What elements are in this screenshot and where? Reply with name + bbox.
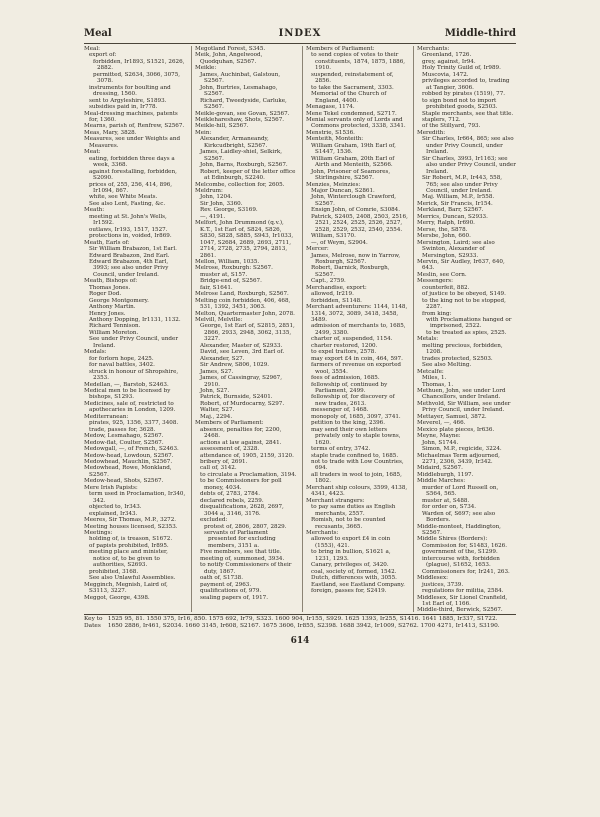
- index-subentry: —, of Weym, S2904.: [311, 239, 368, 246]
- index-subentry: for naval battles, 3402.: [89, 362, 155, 369]
- index-subentry: fellowship of, for discovery of new trades, 2613.: [311, 394, 395, 407]
- index-entry: Mein:: [195, 129, 212, 136]
- index-subentry: Sir John, 3360.: [200, 200, 243, 207]
- key-row: [84, 616, 516, 623]
- index-subentry: to be treated as spies, 2525.: [426, 329, 507, 336]
- index-subentry: to notify Commissioners of their duty, 1867.: [200, 562, 292, 575]
- index-subentry: John, Barns, Roxburgh, S2567.: [200, 162, 288, 169]
- index-subentry: explained, Ir343.: [89, 510, 138, 517]
- index-subentry: Robert, of Murdocarny, S297.: [200, 400, 285, 407]
- index-subentry: white, see White Meats.: [89, 194, 158, 201]
- index-subentry: James, Laidley-shiel, Selkirk, S2567.: [200, 149, 283, 162]
- index-subentry: regulations for militia, 2584.: [422, 588, 504, 595]
- index-subentry: to send copies of votes to their constituents, 1874, 1875, 1886, 1910.: [311, 52, 406, 72]
- index-entry: Meal-dressing machines, patents for, 1360.: [84, 110, 180, 123]
- key-to-dates: [84, 616, 516, 630]
- index-subentry: payment of, 2963.: [200, 581, 252, 588]
- index-entry: Menagase, 1174.: [306, 104, 355, 111]
- index-subentry: Patrick, S2405, 2408, 2503, 2516, 2521, 2524, 2525, 2526, 2527, 2528, 2529, 2532, 2540, 2554.: [311, 213, 408, 233]
- index-subentry: farmers of revenue on exported wool, 3554.: [311, 362, 401, 375]
- index-subentry: to be Commissioners for poll money, 4034.: [200, 478, 282, 491]
- index-entry: Metcalfe:: [417, 368, 444, 375]
- index-column-2: [195, 46, 297, 612]
- index-subentry: See also Melting.: [422, 362, 472, 369]
- index-subentry: intercourse with, forbidden (plague), S1652, 1653.: [422, 555, 500, 569]
- index-subentry: sealing papers of, 1917.: [200, 594, 268, 601]
- index-subentry: Richard Tennison.: [89, 323, 141, 330]
- index-entry: Meik, John, Angelwood, Quodquhan, S2567.: [195, 52, 265, 65]
- index-subentry: Anthony Martin.: [89, 304, 136, 311]
- index-subentry: with Proclamations hanged or imprisoned, 2522.: [426, 317, 512, 330]
- index-subentry: subsidies paid in, Ir778.: [89, 104, 158, 111]
- index-entry: Messengers:: [417, 278, 454, 285]
- index-subentry: See also Lent, Fasting, &c.: [89, 200, 166, 207]
- index-subentry: objected to, Ir343.: [89, 504, 142, 511]
- index-entry: Medow-head, Shots, S2567.: [84, 478, 164, 485]
- index-entry: Middle Shires (Borders):: [417, 536, 488, 543]
- index-subentry: Memorial of the Church of England, 4400.: [311, 91, 387, 104]
- index-subentry: Richard, Tweedyside, Carluke, S2567.: [200, 97, 287, 111]
- index-subentry: melting precious, forbidden, 1208.: [422, 342, 503, 356]
- index-subentry: Henry Jones.: [89, 310, 126, 317]
- index-entry: Merkland, Barr, S2567.: [417, 207, 484, 214]
- index-entry: Mediterranean:: [84, 413, 129, 420]
- index-subentry: Bridge-end of, S2567.: [200, 278, 262, 285]
- index-subentry: from king:: [422, 310, 452, 317]
- dates-values: 1650 2886, Ir461, S2034. 1660 3145, Ir608, S2167. 1675 3606, Ir855, S2398. 1688 3942, Ir1009, S2762. 1700 4271, Ir1413, S3190.: [107, 623, 500, 629]
- index-subentry: Alexander, Master of, S2933.: [200, 342, 283, 349]
- index-subentry: Alexander, S27.: [200, 355, 245, 362]
- index-entry: Meeting houses licensed, S2353.: [84, 523, 178, 530]
- index-subentry: See under Privy Council, under Ireland.: [89, 336, 178, 349]
- index-subentry: may export £4 in coin, 464, 597.: [311, 355, 403, 362]
- index-subentry: John, S27.: [200, 388, 230, 395]
- index-subentry: William Graham, 19th Earl of, S1447, 1536.: [311, 142, 396, 156]
- index-subentry: trade, passes for, 3628.: [89, 426, 156, 433]
- index-entry: Meikle-govan, see Govan, S2567.: [195, 110, 290, 117]
- index-entry: Mexico plate pieces, Ir636.: [417, 426, 495, 433]
- index-subentry: John, Winterclough Crawford, S2567.: [311, 194, 397, 207]
- index-entry: Medow, Lesmahago, S2567.: [84, 433, 164, 440]
- index-entry: Menial servants only of Lords and Commons protected, 3338, 3341.: [306, 116, 406, 130]
- index-subentry: meeting of, summoned, 3934.: [200, 555, 285, 562]
- index-subentry: Major Duncan, S2861.: [311, 187, 375, 194]
- index-subentry: absence, penalties for, 2200, 2468.: [200, 426, 282, 440]
- index-entry: Meetings:: [84, 529, 113, 536]
- index-subentry: charter restored, 1200.: [311, 342, 378, 349]
- index-entry: Menteith, Monteith:: [306, 136, 364, 143]
- index-subentry: for forlorn hope, 2425.: [89, 355, 154, 362]
- index-subentry: fair, S1641.: [200, 284, 233, 291]
- index-subentry: eating, forbidden three days a week, 3368.: [89, 155, 175, 169]
- index-subentry: excluded:: [200, 517, 228, 524]
- index-subentry: robbed by pirates (1519), 77.: [422, 91, 506, 98]
- index-subentry: James, Auchinbat, Galstoun, S2567.: [200, 71, 281, 85]
- index-subentry: suspended, reinstatement of, 2856.: [311, 71, 394, 85]
- index-subentry: Robert, Darnick, Roxburgh, S2567.: [311, 265, 390, 278]
- index-subentry: staple trade confined to, 1685.: [311, 452, 399, 459]
- index-subentry: government of the, S1299.: [422, 549, 498, 556]
- index-subentry: John, 1204.: [200, 194, 233, 201]
- index-column-1: [84, 46, 186, 612]
- index-entry: Megotland Forest, S345.: [195, 46, 266, 52]
- index-subentry: Roger Dod.: [89, 291, 122, 298]
- index-entry: Meal:: [84, 46, 101, 52]
- index-subentry: to the king not to be stopped, 2287.: [422, 297, 506, 311]
- index-entry: Mellon, William, 1035.: [195, 258, 260, 265]
- index-subentry: debts of, 2783, 2784.: [200, 491, 260, 498]
- index-subentry: protest of, 2806, 2807, 2829.: [204, 523, 287, 530]
- index-subentry: William, S3170.: [311, 233, 356, 240]
- index-entry: Mervin, Sir Audley, Ir637, 640, 643.: [417, 258, 507, 272]
- index-subentry: George Montgomery.: [89, 297, 149, 304]
- index-entry: Merchants:: [417, 46, 450, 52]
- index-entry: Merchant ship colours, 3599, 4138, 4341, 4423.: [306, 484, 409, 498]
- header-last-entry: Middle-third: [444, 28, 516, 39]
- index-subentry: Walter, S27.: [200, 407, 235, 414]
- index-subentry: petition to the king, 2396.: [311, 420, 385, 427]
- index-subentry: not to trade with Low Countries, 694.: [311, 459, 404, 472]
- index-entry: Meas, Mary, 3828.: [84, 129, 137, 136]
- index-subentry: See also Unlawful Assemblies.: [89, 575, 176, 582]
- index-subentry: Anthony Dopping, Ir1131, 1132.: [89, 317, 181, 324]
- index-subentry: —, 4191.: [200, 213, 226, 220]
- index-entry: Medowgall, —, of French, S2463.: [84, 446, 179, 453]
- index-subentry: attendance of, 1905, 2159, 3120.: [200, 452, 294, 459]
- index-subentry: Patrick, Burnside, S2401.: [200, 394, 273, 401]
- index-subentry: Capt., 2759.: [311, 278, 346, 285]
- index-subentry: Thomas, 1.: [422, 381, 454, 388]
- index-subentry: servants of Parliament presented for excluding members, 3151 a.: [204, 529, 276, 549]
- index-subentry: allowed to export £4 in coin (1553), 421.: [311, 536, 391, 549]
- index-subentry: Miles, 1.: [422, 375, 447, 382]
- index-subentry: qualifications of, 979.: [200, 588, 262, 595]
- index-subentry: trades protected, S2503.: [422, 355, 493, 362]
- index-entry: Mersbe, John, 660.: [417, 233, 471, 240]
- index-subentry: George, 1st Earl of, S2815, 2851, 2866, 2933, 2948, 3062, 3135, 3227.: [200, 323, 295, 343]
- index-subentry: outlaws, Ir193, 1517, 1527.: [89, 226, 168, 233]
- index-subentry: privileges accorded to, trading at Tangier, 3606.: [422, 78, 510, 91]
- index-subentry: Thomas Jones.: [89, 284, 131, 291]
- index-subentry: murder of Lord Russell on, S564, 565.: [422, 484, 499, 498]
- index-subentry: muster at, S488.: [422, 497, 470, 504]
- index-subentry: Canary, privileges of, 3420.: [311, 562, 389, 569]
- column-divider: [413, 46, 414, 612]
- index-subentry: Edward Brabazon, 4th Earl, 3993; see also under Privy Council, under Ireland.: [89, 258, 169, 278]
- index-entry: Merick, Sir Francis, Ir154.: [417, 200, 493, 207]
- index-entry: Meat:: [84, 149, 101, 156]
- index-entry: Melfort, John Drummond (q.v.), K.T., 1st Earl of, S824, S826, S830, S828, S885, S943, Ir1033, 1047, S2684, 2689, 2693, 2711, 2714, 2728, 2735, 2794, 2813, 2861.: [195, 220, 295, 259]
- index-entry: Meath, Bishops of:: [84, 278, 138, 285]
- index-entry: Methuen, John, see under Lord Chancellors, under Ireland.: [417, 388, 508, 401]
- index-entry: Merchant adventurers: 1144, 1148, 1314, 3072, 3089, 3418, 3458, 3489.: [306, 304, 410, 324]
- index-entry: Medowhead, Rowe, Monkland, S2567.: [84, 465, 174, 478]
- index-entry: Menstrie, S1536.: [306, 129, 355, 136]
- index-subentry: meeting place and minister, notice of, to be given to authorities, S2693.: [89, 549, 168, 569]
- index-entry: Medical men to be licensed by bishops, S1293.: [84, 388, 173, 401]
- index-subentry: justices, 3739.: [422, 581, 464, 588]
- header-title: INDEX: [278, 28, 322, 39]
- index-subentry: charter of, suspended, 1154.: [311, 336, 393, 343]
- index-subentry: Robert, keeper of the letter office at Edinburgh, S2240.: [200, 168, 296, 182]
- index-entry: Middle Marches:: [417, 478, 466, 485]
- index-subentry: terms of entry, 3742.: [311, 446, 371, 453]
- index-subentry: against forestalling, forbidden, S2090.: [89, 168, 177, 182]
- index-subentry: fees of admission, 1685.: [311, 375, 380, 382]
- index-entry: Mearns, parish of, Renfrew, S2567.: [84, 123, 185, 130]
- index-subentry: oath of, S1738.: [200, 575, 243, 582]
- index-column-3: [306, 46, 408, 612]
- index-subentry: grey, against, Ir94.: [422, 58, 476, 65]
- index-subentry: struck in honour of Shropshire, 2353.: [89, 368, 179, 382]
- index-entry: Mersington, Laird; see also Swinton, Alexander of Mersington, S2933.: [417, 239, 497, 259]
- index-subentry: Sir Charles, 3993, Ir1163; see also under Privy Council, under Ireland.: [422, 155, 516, 175]
- index-subentry: Alexander, Armaneandy, Kirkcudbright, S2567.: [200, 136, 269, 149]
- index-subentry: Staple merchants, see that title.: [422, 110, 514, 117]
- index-entry: Menzies, Meinzies:: [306, 181, 361, 188]
- index-subentry: declared rebels, 2259.: [200, 497, 264, 504]
- index-subentry: James, Melrose, now in Yarrow, Roxburgh, S2567.: [311, 252, 401, 265]
- index-subentry: William Moreton.: [89, 329, 139, 336]
- index-entry: Meiklehareshaw, Shots, S2567.: [195, 116, 285, 123]
- index-entry: Measures, see under Weights and Measures.: [84, 136, 182, 149]
- index-subentry: Edward Brabazon, 2nd Earl.: [89, 252, 170, 259]
- index-subentry: of the Stillyard, 793.: [422, 123, 481, 130]
- index-subentry: John, Burtries, Lesmahago, S2567.: [200, 84, 278, 98]
- index-entry: Metals:: [417, 336, 439, 343]
- index-subentry: Five members, see that title.: [200, 549, 282, 556]
- index-subentry: William Graham, 20th Earl of Airth and Menteith, S2566.: [311, 155, 395, 169]
- index-subentry: Muscovia, 1472.: [422, 71, 469, 78]
- index-subentry: staplers, 712.: [422, 116, 461, 123]
- index-entry: Medow-flat, Coulter, S2567.: [84, 439, 164, 446]
- index-entry: Meeres, Sir Thomas, M.P., 3272.: [84, 517, 177, 524]
- index-subentry: Simon, M.P., regicide, 3224.: [422, 446, 502, 453]
- index-entry: Melton, Quartermaster John, 2078.: [195, 310, 295, 317]
- index-subentry: John, S1744.: [422, 439, 459, 446]
- index-entry: Melcombe, collection for, 2605.: [195, 181, 285, 188]
- index-subentry: James, of Cassingray, S2967, 2910.: [200, 375, 282, 388]
- index-entry: Mene Tekel condemned, S2717.: [306, 110, 397, 117]
- index-column-4: [417, 46, 516, 612]
- index-subentry: coal, society of, formed, 1542.: [311, 568, 397, 575]
- index-subentry: Sir Andrew, S806, 1029.: [200, 362, 270, 369]
- index-subentry: Eastland, see Eastland Company.: [311, 581, 405, 588]
- index-subentry: to circulate a Proclamation, 3194.: [200, 471, 297, 478]
- index-entry: Middlesex:: [417, 575, 448, 582]
- index-entry: Medowhead, Mauchlin, S2567.: [84, 459, 173, 465]
- index-entry: Meikle-hill, S2567.: [195, 123, 249, 130]
- index-subentry: Commissioners for, Ir241, 263.: [422, 568, 510, 575]
- index-subentry: to pay same duties as English merchants, 2557.: [311, 504, 396, 517]
- index-subentry: sent to Argyleshire, S1893.: [89, 97, 167, 104]
- column-divider: [191, 46, 192, 612]
- index-subentry: protections in, voided, Ir869.: [89, 233, 172, 240]
- page-number: 614: [290, 636, 310, 646]
- index-subentry: export of:: [89, 52, 117, 59]
- index-subentry: counterfeit, 882.: [422, 284, 470, 291]
- index-entry: Merrics, Duncan, S2933.: [417, 213, 488, 220]
- index-entry: Merchants:: [306, 529, 339, 536]
- index-entry: Meredith:: [417, 129, 446, 136]
- index-entry: Meyne, Mayne:: [417, 433, 461, 440]
- index-subentry: fellowship of, continued by Parliament, 2499.: [311, 381, 388, 395]
- header-first-entry: Meal: [84, 28, 112, 39]
- index-entry: Mercer:: [306, 246, 329, 253]
- running-header: [84, 28, 516, 42]
- index-subentry: messenger of, 1468.: [311, 407, 369, 414]
- index-subentry: Maj., 2294.: [200, 413, 233, 420]
- index-subentry: to expel traitors, 2578.: [311, 349, 377, 356]
- key-values: 1525 95, 81. 1550 375, Ir16, 850. 1575 692, Ir79, S323. 1600 904, Ir155, S929. 1625 1393, Ir255, S1416. 1641 1885, Ir337, S1722.: [107, 616, 498, 622]
- index-entry: Merry, Ralph, Ir690.: [417, 220, 475, 227]
- index-entry: Members of Parliament:: [195, 420, 264, 427]
- index-entry: Middle-monteet, Haddington, S2567.: [417, 523, 503, 536]
- column-divider: [302, 46, 303, 612]
- index-entry: Melting coin forbidden, 406, 468, 531, 1392, 3451, 3063.: [195, 297, 293, 311]
- dates-row: [84, 623, 516, 630]
- index-entry: Middleburgh, 1197.: [417, 471, 474, 478]
- index-entry: Megginch, Megnish, Laird of, S3113, 3227.: [84, 581, 170, 595]
- index-entry: Meath, Earls of:: [84, 239, 130, 246]
- index-entry: Midaird, S2567.: [417, 465, 463, 472]
- index-subentry: Rev. George, S3169.: [200, 207, 258, 214]
- index-entry: Meath:: [84, 207, 105, 214]
- index-subentry: Dutch, differences with, 3055.: [311, 575, 397, 582]
- index-entry: Meslin, see Corn.: [417, 271, 467, 278]
- index-subentry: prices of, 255, 256, 414, 896, Ir1094, 867.: [89, 181, 173, 194]
- index-subentry: muster at, S157.: [200, 271, 248, 278]
- index-subentry: Greenland, 1726.: [422, 52, 472, 59]
- index-subentry: bribery of, 2691.: [200, 459, 248, 465]
- index-subentry: admission of merchants to, 1685, 2499, 3380.: [311, 323, 406, 336]
- dates-label: Dates: [84, 623, 101, 629]
- index-subentry: pirates, 925, 1356, 3377, 3408.: [89, 420, 179, 427]
- index-subentry: James, S27.: [200, 368, 234, 375]
- index-subentry: Commission for, S1483, 1626.: [422, 542, 508, 549]
- header-rule: [84, 43, 516, 44]
- index-subentry: of justice to be obeyed, S149.: [422, 291, 506, 298]
- index-subentry: to sign bond not to import prohibited goods, S2503.: [422, 97, 498, 111]
- index-entry: Mere Irish Papists:: [84, 484, 138, 491]
- index-subentry: allowed, Ir219.: [311, 291, 354, 298]
- index-entry: Medellan, —, Barstob, S2463.: [84, 381, 169, 388]
- index-subentry: Sir Charles, Ir664, 865; see also under Privy Council, under Ireland.: [422, 136, 514, 156]
- index-entry: Meikle:: [195, 65, 217, 72]
- index-entry: Melrose, Roxburgh: S2567.: [195, 265, 273, 272]
- index-subentry: assessment of, 2328.: [200, 446, 260, 453]
- footer-rule: [84, 614, 516, 615]
- index-subentry: of papists prohibited, Ir895.: [89, 542, 169, 549]
- index-entry: Medow-head, Lowdoun, S2567.: [84, 452, 174, 459]
- index-entry: Merse, the, S878.: [417, 226, 468, 233]
- index-subentry: prohibited, 3168.: [89, 568, 139, 575]
- index-subentry: may send their own letters privately only to staple towns, 1620.: [311, 426, 401, 446]
- index-subentry: Maj. William, M.P., Ir558.: [422, 194, 495, 201]
- index-subentry: John, Prisoner of Seamores, Stirlingshire, S2567.: [311, 168, 391, 182]
- index-subentry: actions at law against, 2841.: [200, 439, 282, 446]
- index-subentry: call of, 3142.: [200, 465, 237, 472]
- index-subentry: to bring in bullion, S1621 a, 1231, 1293.: [311, 549, 391, 562]
- index-entry: Methvold, Sir William, see under Privy Council, under Ireland.: [417, 400, 513, 414]
- index-subentry: Sir William Brabazon, 1st Earl.: [89, 246, 177, 253]
- index-subentry: forbidden, S1148.: [311, 297, 362, 304]
- index-entry: Melrose Land, Roxburgh, S2567.: [195, 291, 289, 298]
- index-entry: Merchandise, export:: [306, 284, 367, 291]
- index-entry: Middle-third, Berwick, S2567.: [417, 607, 503, 614]
- index-subentry: instruments for boulting and dressing, 1560.: [89, 84, 171, 98]
- index-subentry: foreign, passes for, S2419.: [311, 588, 387, 595]
- index-subentry: holding of, is treason, S1672.: [89, 536, 173, 543]
- index-entry: Medals:: [84, 349, 107, 356]
- index-subentry: disqualifications, 2628, 2697, 3044 a, 3146, 3176.: [200, 504, 284, 517]
- index-subentry: Holy Trinity Guild of, Ir989.: [422, 65, 501, 72]
- index-subentry: David, see Leven, 3rd Earl of.: [200, 349, 285, 356]
- index-entry: Meldrum:: [195, 187, 223, 194]
- index-subentry: for order on, S734.: [422, 504, 477, 511]
- index-entry: Members of Parliament:: [306, 46, 375, 52]
- index-entry: Meverel, —, 466.: [417, 420, 466, 427]
- index-entry: Mettayer, Samuel, 3872.: [417, 413, 487, 420]
- index-entry: Meggot, George, 4398.: [84, 594, 150, 601]
- index-subentry: Sir Robert, M.P., Ir443, 558, 765; see also under Privy Council, under Ireland.: [422, 175, 503, 194]
- index-subentry: all traders in wool to join, 1685, 1802.: [311, 471, 402, 485]
- index-subentry: permitted, S2634, 3066, 3075, 3078.: [93, 71, 181, 85]
- index-subentry: meeting at St. John's Wells, Ir1592.: [89, 213, 167, 227]
- index-entry: Melvill, Melville:: [195, 317, 243, 324]
- index-entry: Michaelmas Term adjourned, 2271, 2306, 3439, Ir342.: [417, 452, 502, 465]
- key-label: Key to: [84, 616, 103, 622]
- index-subentry: forbidden, Ir1893, S1521, 2626, 2882.: [93, 58, 185, 72]
- index-subentry: term used in Proclamation, Ir340, 342.: [89, 491, 186, 504]
- index-subentry: to take the Sacrament, 3303.: [311, 84, 394, 91]
- index-entry: Merchant strangers:: [306, 497, 365, 504]
- index-subentry: Romish, not to be counted recusants, 3665.: [311, 517, 386, 530]
- index-entry: Medicines, sale of, restricted to apothecaries in London, 1209.: [84, 400, 176, 414]
- index-columns: [84, 46, 516, 612]
- index-entry: Middlesex, Sir Lionel Cranfield, 1st Earl of, 1166.: [417, 594, 509, 607]
- index-subentry: monopoly of, 1685, 3097, 3741.: [311, 413, 401, 420]
- index-subentry: Ensign John, of Comrie, S3084.: [311, 207, 401, 214]
- index-subentry: Warden of, S697; see also Borders.: [422, 510, 496, 524]
